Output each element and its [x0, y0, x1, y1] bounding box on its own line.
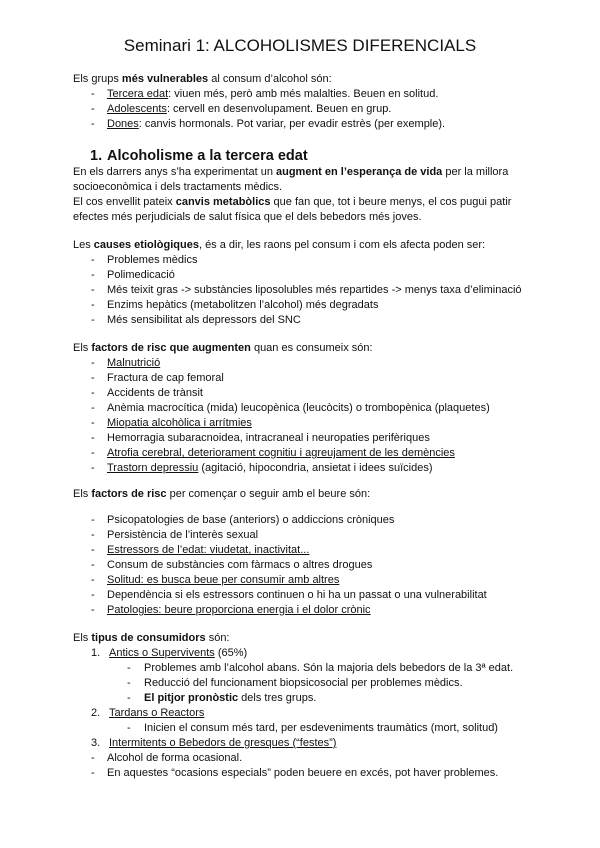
para-bold: tipus de consumidors [91, 632, 206, 644]
list-item: - Accidents de trànsit [91, 387, 203, 399]
sub-list-item: - Problemes amb l’alcohol abans. Són la majoria dels bebedors de la 3ª edat. [127, 662, 514, 674]
para-text: Les [73, 239, 94, 251]
para-text: que fan que, tot i beure menys, el cos pugui patir [270, 196, 512, 208]
para-text: Els [73, 632, 92, 644]
list-item-term: Trastorn depressiu [107, 462, 199, 474]
list-item: - Fractura de cap femoral [91, 372, 224, 384]
list-item-text: Més sensibilitat als depressors del SNC [107, 314, 301, 326]
sub-list-item: - Inicien el consum més tard, per esdeveniments traumàtics (mort, solitud) [127, 722, 498, 734]
list-item-text: Fractura de cap femoral [107, 372, 224, 384]
list-item-term: Dones [107, 118, 139, 130]
list-item: - Hemorragia subaracnoidea, intracraneal i neuropaties perifèriques [91, 432, 430, 444]
list-item-text: : cervell en desenvolupament. Beuen en grup. [166, 103, 392, 115]
page-title: Seminari 1: ALCOHOLISMES DIFERENCIALS [123, 36, 477, 55]
list-item-text: Accidents de trànsit [107, 387, 203, 399]
list-item: - Psicopatologies de base (anteriors) o addiccions cròniques [91, 514, 395, 526]
list-item: - Adolescents: cervell en desenvolupament. Beuen en grup. [91, 103, 392, 115]
list-item: - Persistència de l’interès sexual [91, 529, 259, 541]
section-title: Alcoholisme a la tercera edat [107, 148, 308, 164]
list-item: - Més teixit gras -> substàncies liposolubles més repartides -> menys taxa d’eliminació [91, 284, 522, 296]
list-item: - Atrofia cerebral, deteriorament cognitiu i agreujament de les demències [91, 447, 455, 459]
list-item: - Anèmia macrocítica (mida) leucopènica (leucòcits) o trombopènica (plaquetes) [91, 402, 490, 414]
item-number: 3. [91, 737, 101, 749]
list-item: - Malnutrició [91, 357, 161, 369]
para-bold: augment en l’esperança de vida [276, 166, 443, 178]
intro-line [73, 72, 332, 87]
para-text: per la millora [442, 166, 509, 178]
list-item-term: Miopatia alcohòlica i arrítmies [107, 417, 252, 429]
paragraph-line: efectes més perjudicials de salut física que el dels bebedors més joves. [73, 211, 422, 223]
list-item-text: Dependència si els estressors continuen o hi ha un passat o una vulnerabilitat [107, 589, 487, 601]
list-item-term: Antics o Supervivents [109, 647, 215, 659]
list-item-text: Psicopatologies de base (anteriors) o addiccions cròniques [107, 514, 395, 526]
causes-intro [73, 238, 485, 253]
list-item-text: Persistència de l’interès sexual [107, 529, 259, 541]
list-item-text: Alcohol de forma ocasional. [107, 752, 243, 764]
list-item-term: Tardans o Reactors [109, 707, 205, 719]
list-item-text: Problemes mèdics [107, 254, 198, 266]
list-item: - En aquestes “ocasions especials” poden beuere en excés, pot haver problemes. [91, 767, 499, 779]
list-item-text: Problemes amb l’alcohol abans. Són la majoria dels bebedors de la 3ª edat. [144, 662, 514, 674]
sub-list-item: - Reducció del funcionament biopsicosocial per problemes mèdics. [127, 677, 463, 689]
section-heading [90, 147, 308, 165]
list-item-term: Tercera edat [107, 88, 169, 100]
para-bold: factors de risc [91, 488, 167, 500]
list-item-text: Inicien el consum més tard, per esdeveniments traumàtics (mort, solitud) [144, 722, 498, 734]
para-text: quan es consumeix són: [250, 342, 373, 354]
list-item: - Miopatia alcohòlica i arrítmies [91, 417, 252, 429]
list-item: - Dependència si els estressors continuen o hi ha un passat o una vulnerabilitat [91, 589, 487, 601]
list-item-text: Hemorragia subaracnoidea, intracraneal i neuropaties perifèriques [107, 432, 430, 444]
list-item-term: Adolescents [107, 103, 167, 115]
para-text: són: [205, 632, 230, 644]
list-item-text: Més teixit gras -> substàncies liposolubles més repartides -> menys taxa d’eliminació [107, 284, 522, 296]
list-item: - Polimedicació [91, 269, 175, 281]
intro-post: al consum d’alcohol són: [208, 73, 332, 85]
list-item-term: Malnutrició [107, 357, 161, 369]
list-item: - Estressors de l’edat: viudetat, inactivitat... [91, 544, 310, 556]
paragraph-line [73, 195, 511, 210]
para-bold: canvis metabòlics [175, 196, 271, 208]
list-item: - Solitud: es busca beue per consumir amb altres [91, 574, 340, 586]
list-item-text: : canvis hormonals. Pot variar, per evadir estrès (per exemple). [138, 118, 446, 130]
numbered-item [91, 646, 247, 661]
list-item: - Enzims hepàtics (metabolitzen l’alcohol) més degradats [91, 299, 379, 311]
numbered-item [91, 736, 336, 751]
section-number: 1. [90, 148, 103, 164]
sub-list-item: - El pitjor pronòstic dels tres grups. [127, 692, 317, 704]
list-item-text: (65%) [214, 647, 248, 659]
list-item-text: Reducció del funcionament biopsicosocial per problemes mèdics. [144, 677, 463, 689]
list-item-text: Anèmia macrocítica (mida) leucopènica (leucòcits) o trombopènica (plaquetes) [107, 402, 490, 414]
list-item-text: Polimedicació [107, 269, 175, 281]
list-item: - Dones: canvis hormonals. Pot variar, per evadir estrès (per exemple). [91, 118, 446, 130]
list-item: - Patologies: beure proporciona energia i el dolor crònic [91, 604, 371, 616]
para-text: El cos envellit pateix [73, 196, 176, 208]
para-text: Els [73, 342, 92, 354]
risk-start-intro [73, 487, 370, 502]
para-bold: factors de risc que augmenten [91, 342, 251, 354]
list-item-term: Intermitents o Bebedors de gresques (“festes”) [109, 737, 337, 749]
list-item-text: (agitació, hipocondria, ansietat i idees suïcides) [198, 462, 433, 474]
list-item-text: : viuen més, però amb més malalties. Beuen en solitud. [168, 88, 439, 100]
para-text: Els [73, 488, 92, 500]
list-item: - Consum de substàncies com fàrmacs o altres drogues [91, 559, 373, 571]
item-number: 2. [91, 707, 101, 719]
para-text: , és a dir, les raons pel consum i com els afecta poden ser: [198, 239, 486, 251]
list-item-text: En aquestes “ocasions especials” poden beuere en excés, pot haver problemes. [107, 767, 499, 779]
list-item-text: Consum de substàncies com fàrmacs o altres drogues [107, 559, 373, 571]
list-item: - Problemes mèdics [91, 254, 198, 266]
list-item-text: dels tres grups. [238, 692, 317, 704]
paragraph-line: socioeconòmica i dels tractaments mèdics. [73, 181, 283, 193]
paragraph-line [73, 165, 508, 180]
list-item: - Més sensibilitat als depressors del SNC [91, 314, 301, 326]
list-item-term: Estressors de l’edat: viudetat, inactivitat... [107, 544, 310, 556]
list-item-bold: El pitjor pronòstic [144, 692, 239, 704]
list-item-term: Atrofia cerebral, deteriorament cognitiu i agreujament de les demències [107, 447, 455, 459]
para-text: per començar o seguir amb el beure són: [166, 488, 371, 500]
list-item-term: Patologies: beure proporciona energia i el dolor crònic [107, 604, 371, 616]
list-item: - Alcohol de forma ocasional. [91, 752, 243, 764]
para-bold: causes etiològiques [93, 239, 199, 251]
intro-bold: més vulnerables [121, 73, 209, 85]
para-text: En els darrers anys s’ha experimentat un [73, 166, 276, 178]
risk-up-intro [73, 341, 373, 356]
list-item-text: Enzims hepàtics (metabolitzen l’alcohol) més degradats [107, 299, 379, 311]
item-number: 1. [91, 647, 101, 659]
list-item-term: Solitud: es busca beue per consumir amb altres [107, 574, 340, 586]
numbered-item [91, 706, 204, 721]
list-item: - Tercera edat: viuen més, però amb més malalties. Beuen en solitud. [91, 88, 439, 100]
types-intro [73, 631, 230, 646]
list-item: - Trastorn depressiu (agitació, hipocondria, ansietat i idees suïcides) [91, 462, 433, 474]
intro-pre: Els grups [73, 73, 122, 85]
